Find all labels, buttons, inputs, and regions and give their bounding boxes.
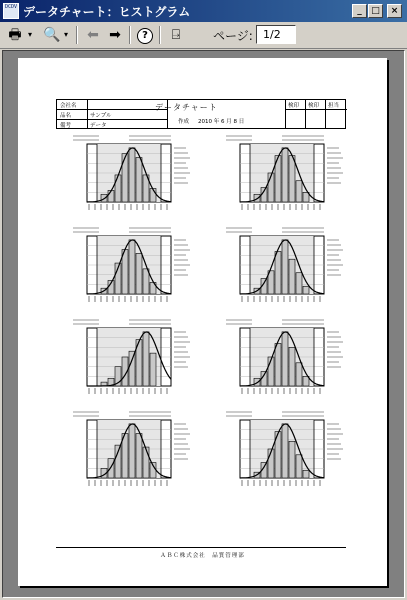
histogram-bar xyxy=(303,286,309,294)
help-icon[interactable]: ? xyxy=(136,25,154,45)
histogram-chart xyxy=(224,410,344,488)
histogram-bar xyxy=(296,363,302,386)
toolbar xyxy=(0,22,407,49)
dropdown-arrow-icon[interactable]: ▾ xyxy=(63,30,68,39)
histogram-bar xyxy=(143,332,149,386)
report-title: データチャート xyxy=(155,103,218,112)
stamp-label: 検印 xyxy=(308,103,320,109)
histogram-bar xyxy=(115,445,121,478)
created-date: 2010 年 6 月 8 日 xyxy=(198,119,245,125)
histogram-bar xyxy=(115,175,121,202)
histogram-chart xyxy=(224,318,344,396)
histogram-chart xyxy=(224,134,344,212)
title-bar[interactable] xyxy=(0,0,407,22)
remarks-label: 備考 xyxy=(60,123,72,129)
created-label: 作成 xyxy=(178,119,190,125)
histogram-bar xyxy=(282,424,288,478)
product-value: サンプル xyxy=(90,113,112,119)
footer-rule xyxy=(56,547,346,548)
histogram-bar xyxy=(296,273,302,294)
histogram-bar xyxy=(136,158,142,202)
histogram-bar xyxy=(282,148,288,202)
histogram-bar xyxy=(282,240,288,294)
stamp-label: 検印 xyxy=(288,103,300,109)
app-icon: DCDV xyxy=(3,3,19,19)
window-title: データチャート：ヒストグラム xyxy=(23,5,191,19)
histogram-bar xyxy=(143,269,149,294)
product-label: 品名 xyxy=(60,113,72,119)
dropdown-arrow-icon[interactable]: ▾ xyxy=(27,30,32,39)
back-arrow-icon[interactable]: ⬅ xyxy=(87,27,99,43)
histogram-chart xyxy=(71,226,191,304)
histogram-bar xyxy=(129,424,135,478)
page-number-field[interactable]: 1/2 xyxy=(256,25,296,44)
exit-icon[interactable]: ⍈ xyxy=(171,27,181,43)
maximize-button[interactable]: □ xyxy=(368,4,383,18)
footer-text: ＡＢＣ株式会社 品質管理部 xyxy=(160,553,245,559)
toolbar-separator xyxy=(159,26,161,44)
histogram-bar xyxy=(289,156,295,202)
histogram-bar xyxy=(136,434,142,478)
histogram-bar xyxy=(129,148,135,202)
company-label: 会社名 xyxy=(60,103,77,109)
stamp-label: 担当 xyxy=(328,103,340,109)
histogram-chart xyxy=(71,134,191,212)
histogram-bar xyxy=(296,181,302,202)
histogram-bar xyxy=(143,447,149,478)
forward-arrow-icon[interactable]: ➡ xyxy=(109,27,121,43)
zoom-icon[interactable]: 🔍 xyxy=(43,27,61,43)
toolbar-separator xyxy=(76,26,78,44)
remarks-value: データ xyxy=(90,123,107,129)
histogram-bar xyxy=(296,455,302,478)
close-button[interactable]: × xyxy=(387,4,402,18)
histogram-bar xyxy=(108,459,114,478)
histogram-chart xyxy=(71,410,191,488)
histogram-bar xyxy=(129,351,135,386)
report-page xyxy=(18,58,387,586)
histogram-bar xyxy=(303,470,309,478)
histogram-bar xyxy=(136,253,142,294)
preview-area[interactable] xyxy=(2,50,405,598)
histogram-bar xyxy=(150,353,156,386)
histogram-bar xyxy=(275,343,281,386)
printer-icon[interactable]: 🖶 xyxy=(8,27,22,43)
histogram-bar xyxy=(289,259,295,294)
toolbar-separator xyxy=(129,26,131,44)
histogram-bar xyxy=(275,251,281,294)
histogram-bar xyxy=(289,347,295,386)
minimize-button[interactable]: _ xyxy=(352,4,367,18)
histogram-bar xyxy=(289,441,295,478)
histogram-chart xyxy=(71,318,191,396)
histogram-chart xyxy=(224,226,344,304)
histogram-bar xyxy=(282,332,288,386)
page-label: ページ: xyxy=(213,29,253,43)
histogram-bar xyxy=(129,240,135,294)
histogram-bar xyxy=(122,154,128,202)
